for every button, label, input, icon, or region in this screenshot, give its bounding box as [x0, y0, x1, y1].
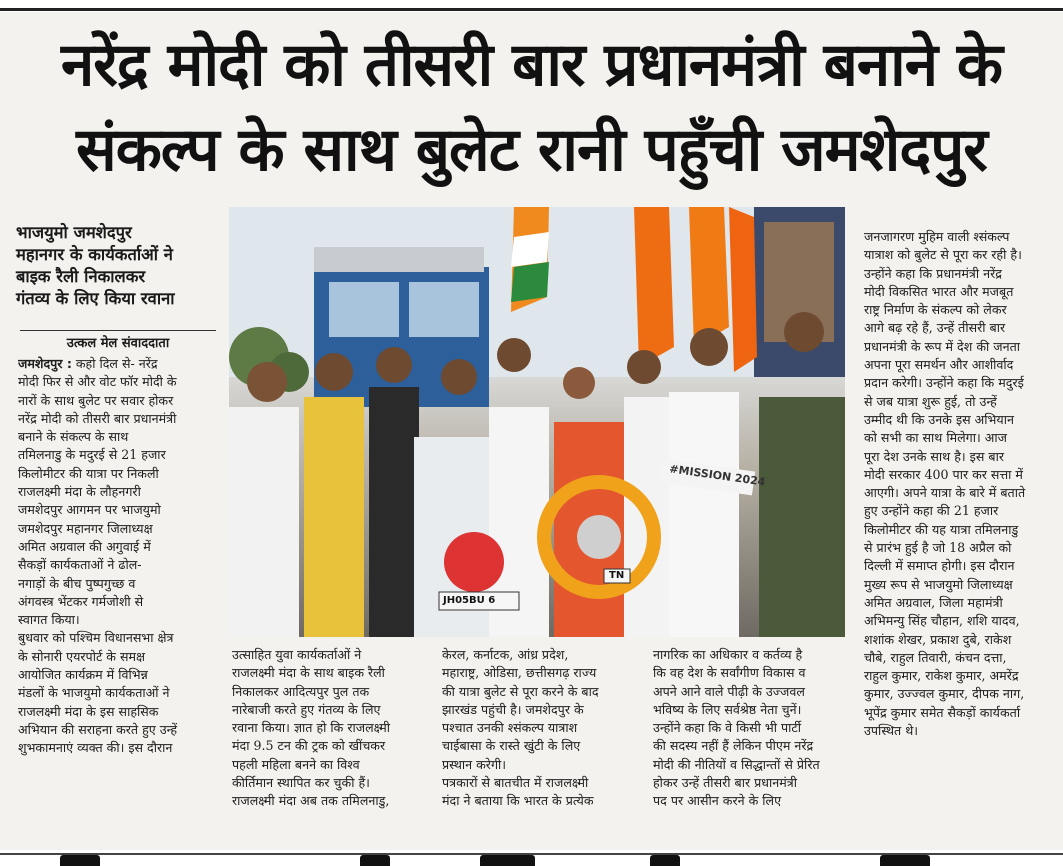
article-line: यात्राश को बुलेट से पूरा कर रही है।	[864, 247, 1022, 263]
article-line-text: नगाड़ों के बीच पुष्पगुच्छ व	[18, 575, 136, 591]
article-line: उन्होंने कहा कि प्रधानमंत्री नरेंद्र	[864, 265, 1002, 281]
next-headline-fragment	[60, 855, 100, 866]
article-line: राहुल कुमार, राकेश कुमार, अमरेंद्र	[864, 668, 1019, 684]
article-line: पद पर आसीन करने के लिए	[653, 793, 782, 809]
article-line: उपस्थित थे।	[864, 723, 919, 739]
article-line: पश्चात उनकी श्संकल्प यात्राश	[442, 720, 578, 736]
article-line	[18, 575, 216, 593]
article-line: राष्ट्र निर्माण के संकल्प को लेकर	[864, 302, 1007, 318]
article-line	[18, 538, 216, 556]
article-line-text: मंडलों के भाजयुमो कार्यकताओं ने	[18, 685, 170, 701]
byline: उत्कल मेल संवाददाता	[20, 330, 216, 351]
article-line-text: मोदी फिर से और वोट फॉर मोदी के	[18, 374, 177, 390]
article-line: नारेबाजी करते हुए गंतव्य के लिए	[232, 701, 381, 717]
article-line: महाराष्ट्र, ओडिसा, छत्तीसगढ़ राज्य	[442, 665, 597, 681]
sub-headline-line: बाइक रैली निकालकर	[16, 267, 146, 286]
article-line: मंदा ने बताया कि भारत के प्रत्येक	[442, 793, 594, 809]
dateline: जमशेदपुर :	[18, 356, 72, 371]
article-line: पत्रकारों से बातचीत में राजलक्ष्मी	[442, 775, 589, 791]
article-line-text: अंगवस्त्र भेंटकर गर्मजोशी से	[18, 593, 144, 609]
article-line-text: नरेंद्र मोदी को तीसरी बार प्रधानमंत्री	[18, 410, 177, 426]
article-line: से प्रारंभ हुई है जो 18 अप्रैल को	[864, 540, 1012, 556]
article-line	[18, 721, 216, 739]
article-line-text: तमिलनाडु के मदुरई से 21 हजार	[18, 447, 166, 463]
article-line: झारखंड पहुंची है। जमशेदपुर के	[442, 701, 584, 717]
article-line: उम्मीद थी कि उनके इस अभियान	[864, 411, 1014, 427]
article-line: मोदी सरकार 400 पार कर सत्ता में	[864, 466, 1023, 482]
article-line-text: राजलक्ष्मी मंदा के लौहनगरी	[18, 484, 141, 500]
article-line: प्रधानमंत्री के रूप में देश की जनता	[864, 338, 1021, 354]
article-line	[18, 392, 216, 410]
article-line	[18, 373, 216, 391]
article-line: मोदी की नीतियों व सिद्धान्तों से प्रेरित	[653, 756, 820, 772]
article-line	[18, 739, 216, 757]
article-line: कि वह देश के सर्वांगीण विकास व	[653, 665, 806, 681]
article-line	[18, 520, 216, 538]
article-line	[18, 648, 216, 666]
article-line: हुए उन्होंने कहा की 21 हजार	[864, 503, 999, 519]
article-line-text: राजलक्ष्मी मंदा के इस साहसिक	[18, 703, 159, 719]
article-line	[18, 703, 216, 721]
article-line: प्रदान करेगी। उन्होंने कहा कि मदुरई	[864, 375, 1024, 391]
article-line-text: अमित अग्रवाल की अगुवाई में	[18, 538, 151, 554]
article-line: चौबे, राहुल तिवारी, कंचन दत्ता,	[864, 649, 1007, 665]
article-line: कुमार, उज्ज्वल कुमार, दीपक नाग,	[864, 686, 1025, 702]
article-line	[18, 556, 216, 574]
article-line: किलोमीटर की यह यात्रा तमिलनाडु	[864, 521, 1019, 537]
article-line: मोदी विकसित भारत और मजबूत	[864, 283, 1014, 299]
article-line	[18, 446, 216, 464]
next-headline-fragment	[480, 855, 535, 866]
article-line	[18, 410, 216, 428]
article-line: कीर्तिमान स्थापित कर चुकी हैं।	[232, 775, 370, 791]
article-line: अभिमन्यु सिंह चौहान, शशि यादव,	[864, 613, 1020, 629]
article-line: अपने आने वाले पीढ़ी के उज्जवल	[653, 683, 805, 699]
sub-headline-line: महानगर के कार्यकर्ताओं ने	[16, 245, 173, 264]
article-line	[18, 501, 216, 519]
number-plate-right: TN	[609, 570, 625, 581]
article-line: राजलक्ष्मी मंदा अब तक तमिलनाडु,	[232, 793, 390, 809]
article-line	[18, 629, 216, 647]
article-line: प्रस्थान करेगी।	[442, 756, 507, 772]
article-line-text: बुधवार को पश्चिम विधानसभा क्षेत्र	[18, 630, 174, 646]
article-line: नागरिक का अधिकार व कर्तव्य है	[653, 647, 803, 662]
article-line: की सदस्य नहीं हैं लेकिन पीएम नरेंद्र	[653, 738, 814, 754]
sub-headline-line: भाजयुमो जमशेदपुर	[16, 223, 132, 242]
article-column-4	[653, 646, 849, 811]
article-line: अमित अग्रवाल, जिला महामंत्री	[864, 594, 1003, 610]
article-line: भविष्य के लिए सर्वश्रेष्ठ नेता चुनें।	[653, 701, 802, 717]
article-line: चाईबासा के रास्ते खुंटी के लिए	[442, 738, 581, 754]
sub-headline-line: गंतव्य के लिए किया रवाना	[16, 289, 175, 308]
article-line: होकर उन्हें तीसरी बार प्रधानमंत्री	[653, 775, 798, 791]
number-plate-left: JH05BU 6	[443, 595, 496, 606]
article-line: केरल, कर्नाटक, आंध्र प्रदेश,	[442, 647, 569, 662]
rally-photo-illustration	[229, 207, 845, 637]
article-column-5	[864, 228, 1060, 740]
article-line	[18, 428, 216, 446]
article-line: निकालकर आदित्यपुर पुल तक	[232, 683, 370, 699]
article-line-text: आयोजित कार्यक्रम में विभिन्न	[18, 667, 148, 683]
article-line: पूरा देश उनके साथ है। इस बार	[864, 448, 1004, 464]
article-line	[18, 483, 216, 501]
article-line-text: सैकड़ों कार्यकताओं ने ढोल-	[18, 557, 142, 573]
headline-line-1: नरेंद्र मोदी को तीसरी बार प्रधानमंत्री बनाने के	[61, 30, 1002, 100]
article-line-text: कहो दिल से- नरेंद्र	[71, 356, 158, 371]
article-line-text: जमशेदपुर महानगर जिलाध्यक्ष	[18, 520, 153, 536]
sub-headline	[16, 222, 216, 310]
article-line-text: किलोमीटर की यात्रा पर निकली	[18, 465, 159, 481]
article-line: से जब यात्रा शुरू हुई, तो उन्हें	[864, 393, 997, 409]
article-column-3	[442, 646, 642, 811]
article-line: आएगी। अपने यात्रा के बारे में बताते	[864, 485, 1026, 501]
article-line-text: स्वागत किया।	[18, 612, 80, 628]
news-photo	[229, 207, 845, 637]
article-line-text: नारों के साथ बुलेट पर सवार होकर	[18, 392, 174, 408]
article-line: दिल्ली में समाप्त होगी। इस दौरान	[864, 558, 1015, 574]
article-line-text: के सोनारी एयरपोर्ट के समक्ष	[18, 648, 146, 664]
article-line-text: बनाने के संकल्प के साथ	[18, 429, 129, 445]
article-line	[18, 465, 216, 483]
article-line: उन्होंने कहा कि वे किसी भी पार्टी	[653, 720, 802, 736]
article-line	[18, 355, 216, 373]
photo-banner-text: #MISSION 2024	[668, 462, 767, 489]
top-rule	[0, 0, 1063, 12]
article-line: को सभी का साथ मिलेगा। आज	[864, 430, 1008, 446]
article-column-2	[232, 646, 432, 811]
article-line	[18, 666, 216, 684]
article-column-1	[18, 355, 216, 758]
article-line: जनजागरण मुहिम वाली श्संकल्प	[864, 229, 1010, 244]
next-headline-fragment	[650, 855, 680, 866]
article-line	[18, 593, 216, 611]
article-line: रवाना किया। ज्ञात हो कि राजलक्ष्मी	[232, 720, 391, 736]
article-line: आगे बढ़ रहे हैं, उन्हें तीसरी बार	[864, 320, 1006, 336]
article-line: पहली महिला बनने का विश्व	[232, 756, 360, 772]
article-line: अपना पूरा समर्थन और आशीर्वाद	[864, 357, 1014, 373]
article-line-text: जमशेदपुर आगमन पर भाजयुमो	[18, 502, 161, 518]
next-headline-fragment	[880, 855, 930, 866]
article-line	[18, 684, 216, 702]
article-line-text: अभियान की सराहना करते हुए उन्हें	[18, 721, 178, 737]
article-line-text: शुभकामनाएं व्यक्त की। इस दौरान	[18, 740, 173, 756]
article-line: शशांक शेखर, प्रकाश दुबे, राकेश	[864, 631, 1012, 647]
headline-line-2: संकल्प के साथ बुलेट रानी पहुँची जमशेदपुर	[76, 115, 987, 185]
next-headline-fragment	[360, 855, 390, 866]
article-line: मुख्य रूप से भाजयुमो जिलाध्यक्ष	[864, 576, 1013, 592]
article-line: की यात्रा बुलेट से पूरा करने के बाद	[442, 683, 599, 699]
article-line	[18, 611, 216, 629]
article-line: राजलक्ष्मी मंदा के साथ बाइक रैली	[232, 665, 385, 681]
article-line: भूपेंद्र कुमार समेत सैकड़ों कार्यकर्ता	[864, 704, 1021, 720]
article-line: मंदा 9.5 टन की ट्रक को खींचकर	[232, 738, 386, 754]
article-line: उत्साहित युवा कार्यकर्ताओं ने	[232, 647, 362, 662]
